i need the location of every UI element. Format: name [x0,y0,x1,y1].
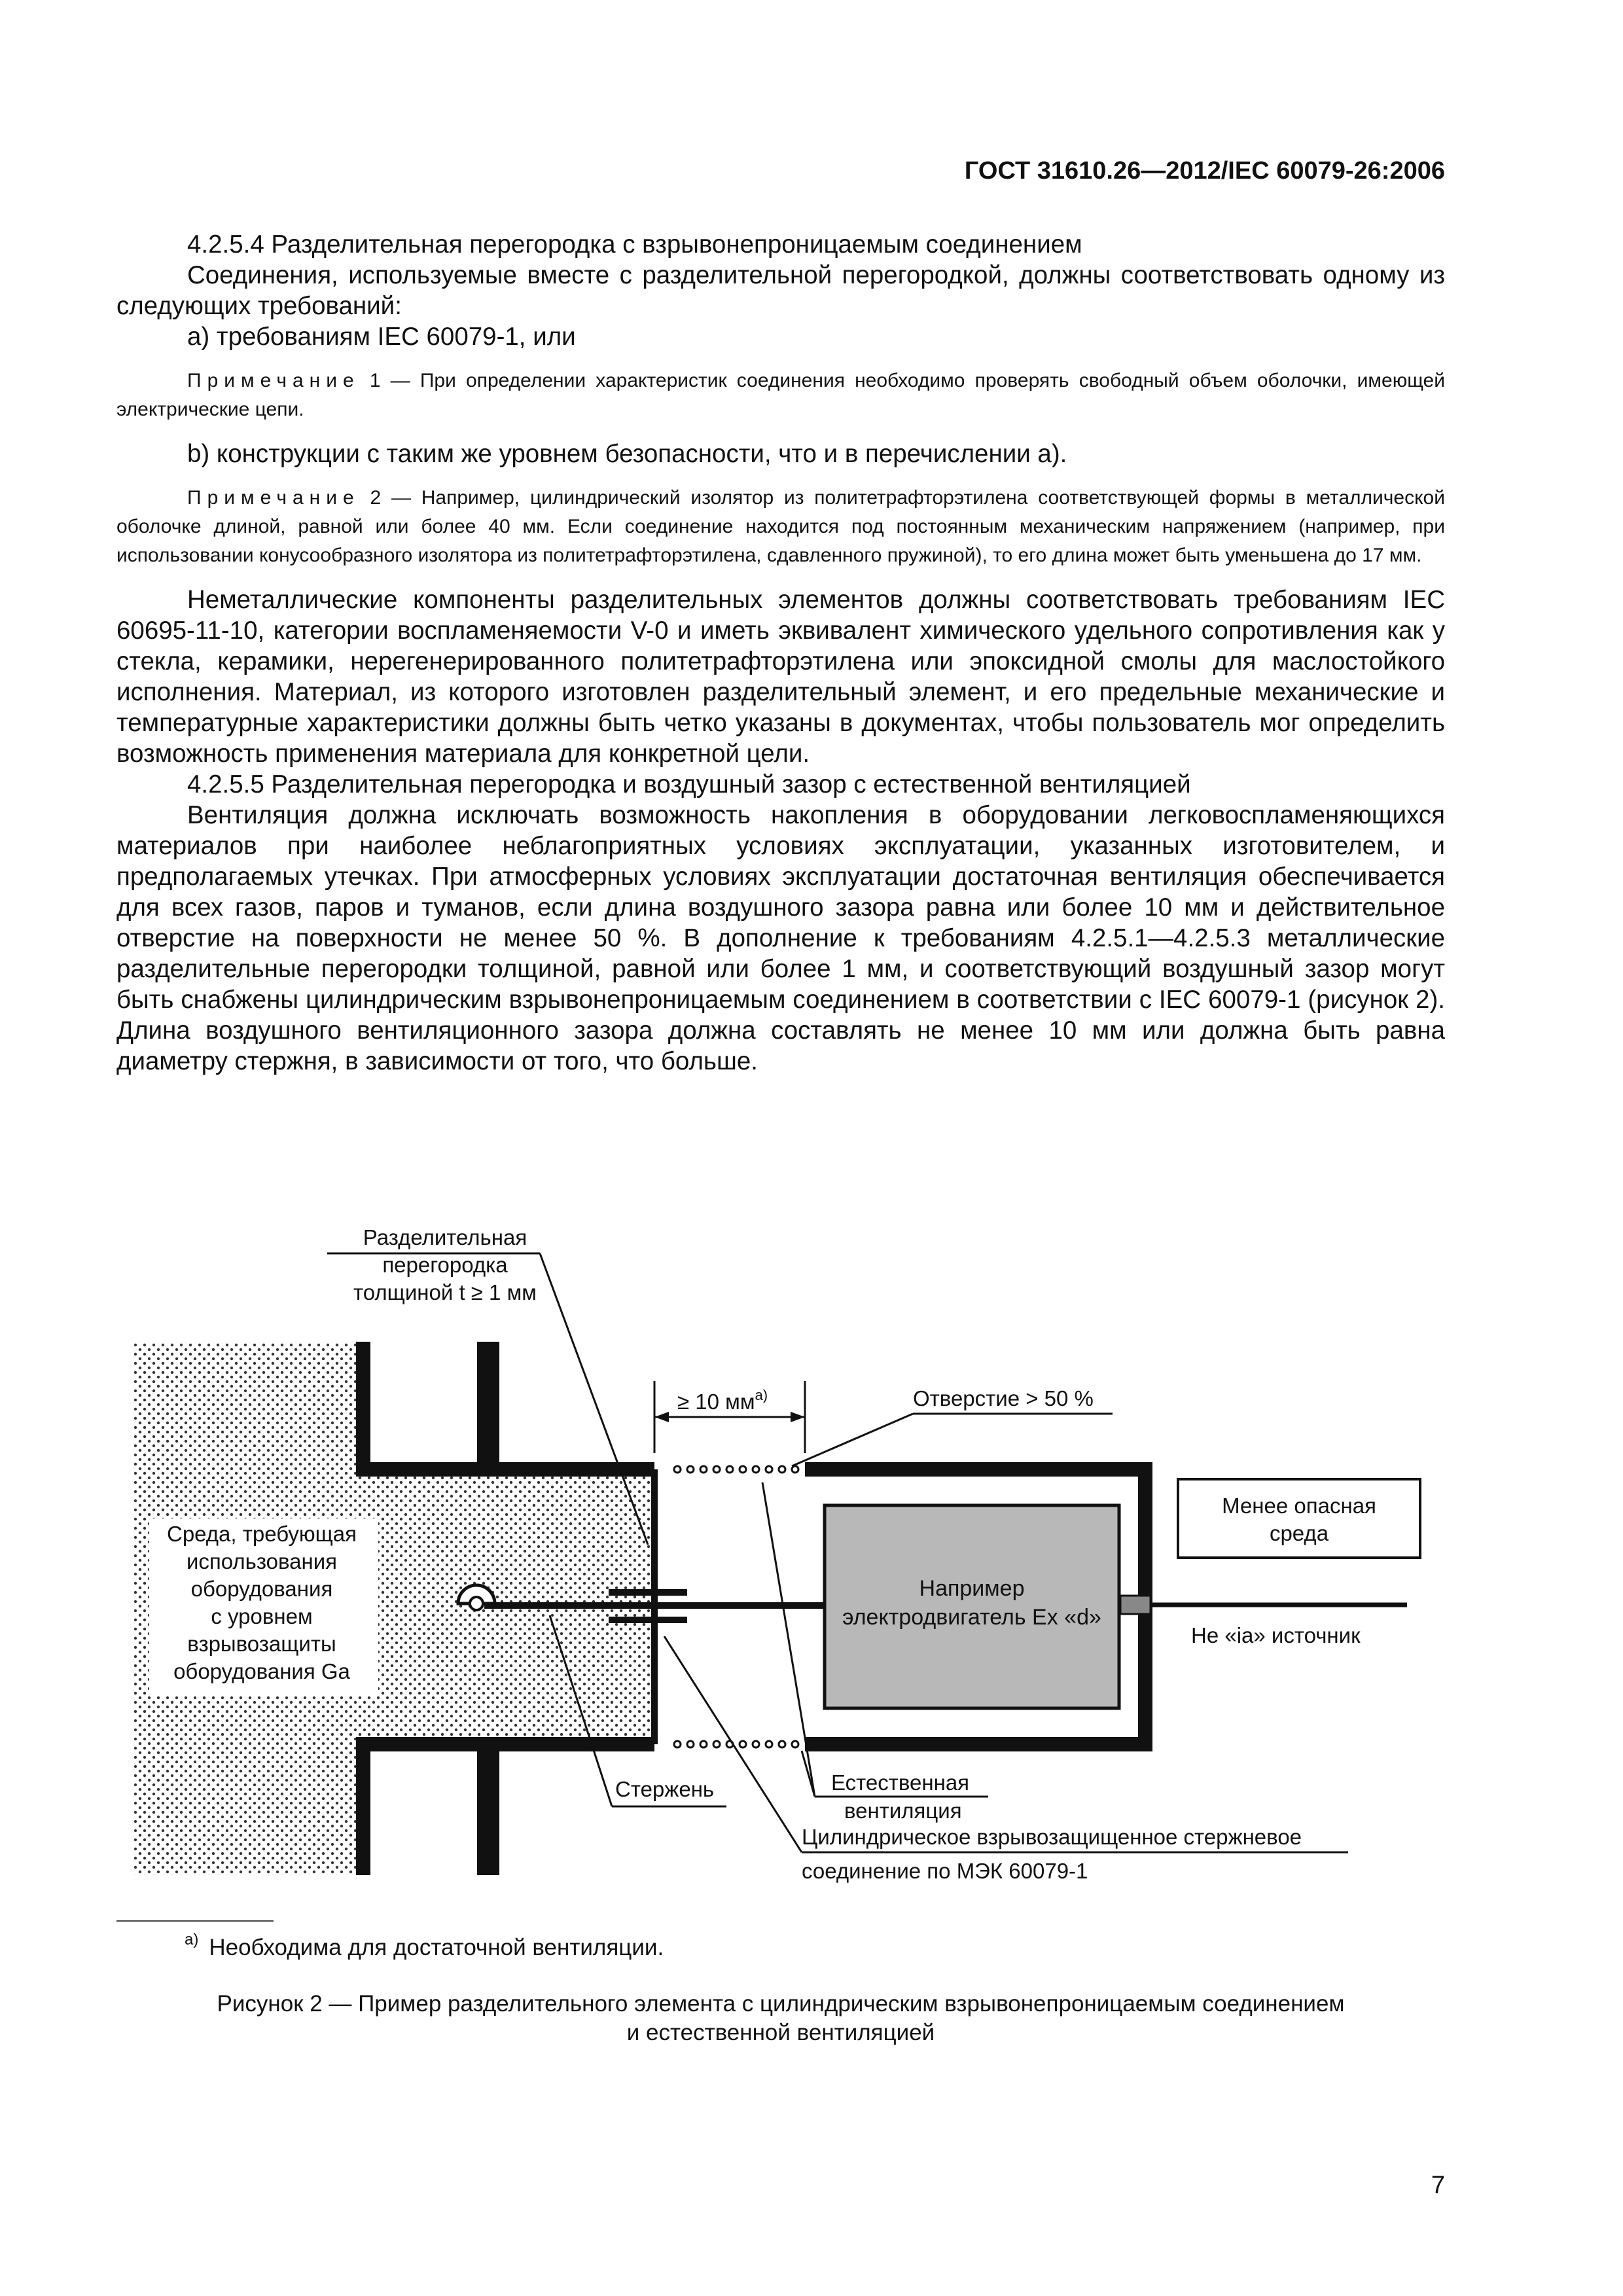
caption-line-1: Рисунок 2 — Пример разделительного элемента с цилиндрическим взрывонепроницаемым соединением [217,1991,1345,2017]
list-item-b: b) конструкции с таким же уровнем безопасности, что и в перечислении а). [187,440,1067,468]
joint-label-1: Цилиндрическое взрывозащищенное стержневое [802,1825,1302,1849]
partition-label-1: Разделительная [363,1225,527,1249]
motor-label-1: Например [919,1576,1025,1601]
ventilation-gap-bottom [674,1741,798,1748]
section-4-2-5-4-intro: Соединения, используемые вместе с разделительной перегородкой, должны соответствовать одному из следующих требований: [116,261,1445,320]
less-hazardous-label-2: среда [1269,1521,1329,1545]
footnote-text: Необходима для достаточной вентиляции. [209,1935,664,1960]
page-header: ГОСТ 31610.26—2012/IEC 60079-26:2006 [964,157,1445,185]
note-2 [116,484,1445,570]
section-4-2-5-4-heading: 4.2.5.4 Разделительная перегородка с взрывонепроницаемым соединением [187,230,1082,259]
paragraph-nonmetallic: Неметаллические компоненты разделительных элементов должны соответствовать требованиям IEC 60695-11-10, категории воспламеняемости V-0 и иметь эквивалент химического удельного сопротивления как у стекла, керамики, нерегенерированного политетрафторэтилена или эпоксидной смолы для маслостойкого исполнения. Материал, из которого изготовлен разделительный элемент, и его предельные механические и температурные характеристики должны быть четко указаны в документах, чтобы пользователь мог определить возможность применения материала для конкретной цели. [116,586,1445,768]
note-2-label: Примечание [187,487,360,509]
rod-bushing-bottom [609,1617,687,1623]
paragraph-ventilation: Вентиляция должна исключать возможность накопления в оборудовании легковоспламеняющихся материалов при наиболее неблагоприятных условиях эксплуатации, указанных изготовителем, и предполагаемых утечках. При атмосферных условиях эксплуатации достаточная вентиляция обеспечивается для всех газов, паров и туманов, если длина воздушного зазора равна или более 10 мм и действительное отверстие на поверхности не менее 50 %. В дополнение к требованиям 4.2.5.1—4.2.5.3 металлические разделительные перегородки толщиной, равной или более 1 мм, и соответствующий воздушный зазор могут быть снабжены цилиндрическим взрывонепроницаемым соединением в соответствии с IEC 60079-1 (рисунок 2). Длина воздушного вентиляционного зазора должна составлять не менее 10 мм или должна быть равна диаметру стержня, в зависимости от того, что больше. [116,801,1445,1075]
zone-label-1: Среда, требующая [166,1522,357,1546]
note-1-text: 1 — При определении характеристик соединения необходимо проверять свободный объем оболочки, имеющей электрические цепи. [116,370,1445,420]
source-label: Не «ia» источник [1191,1623,1361,1647]
opening-leader [792,1414,913,1466]
zone-label-6: оборудования Ga [173,1659,350,1683]
zone-label-2: использования [186,1549,338,1573]
gap-dimension-label: ≥ 10 $мм^{a)}$ [677,1387,768,1414]
caption-line-2: и естественной вентиляцией [626,2020,935,2045]
zone-label-4: с уровнем [211,1604,313,1628]
natural-vent-label-1: Естественная [831,1770,970,1795]
cable-gland [1120,1596,1150,1614]
motor-label-2: электродвигатель Ex «d» [842,1605,1101,1630]
figure-caption [116,1990,1445,2047]
list-item-a: а) требованиям IEC 60079-1, или [187,323,576,351]
zone-label-5: взрывозащиты [187,1632,336,1656]
ventilation-gap-top [674,1466,798,1473]
figure-2-diagram [0,1191,1623,1898]
natural-vent-leader-1 [762,1482,815,1797]
footnote [185,1931,664,1961]
partition-label-2: перегородка [382,1253,508,1277]
note-2-text: 2 — Например, цилиндрический изолятор из политетрафторэтилена соответствующей формы в металлической оболочке длиной, равной или более 40 мм. Если соединение находится под постоянным механическим напряжением (например, при использовании конусообразного изолятора из политетрафторэтилена, сдавленного пружиной), то его длина может быть уменьшена до 17 мм. [116,487,1445,566]
less-hazardous-box [1178,1479,1420,1558]
rod-label: Стержень [615,1777,715,1801]
rod-bushing-top [609,1589,687,1596]
note-1 [116,367,1445,424]
opening-label: Отверстие > 50 % [913,1386,1094,1410]
page-number: 7 [1431,2172,1445,2199]
zone-label-3: оборудования [190,1577,333,1601]
section-4-2-5-5-heading: 4.2.5.5 Разделительная перегородка и воздушный зазор с естественной вентиляцией [187,770,1191,798]
partition-label-3: толщиной t ≥ 1 мм [353,1280,537,1304]
main-text [116,229,1445,1077]
joint-label-2: соединение по МЭК 60079-1 [802,1859,1088,1883]
footnote-marker: a) [185,1931,199,1948]
natural-vent-label-2: вентиляция [844,1799,962,1823]
less-hazardous-label-1: Менее опасная [1222,1494,1376,1518]
footnote-divider [116,1920,274,1922]
note-1-label: Примечание [187,370,360,391]
